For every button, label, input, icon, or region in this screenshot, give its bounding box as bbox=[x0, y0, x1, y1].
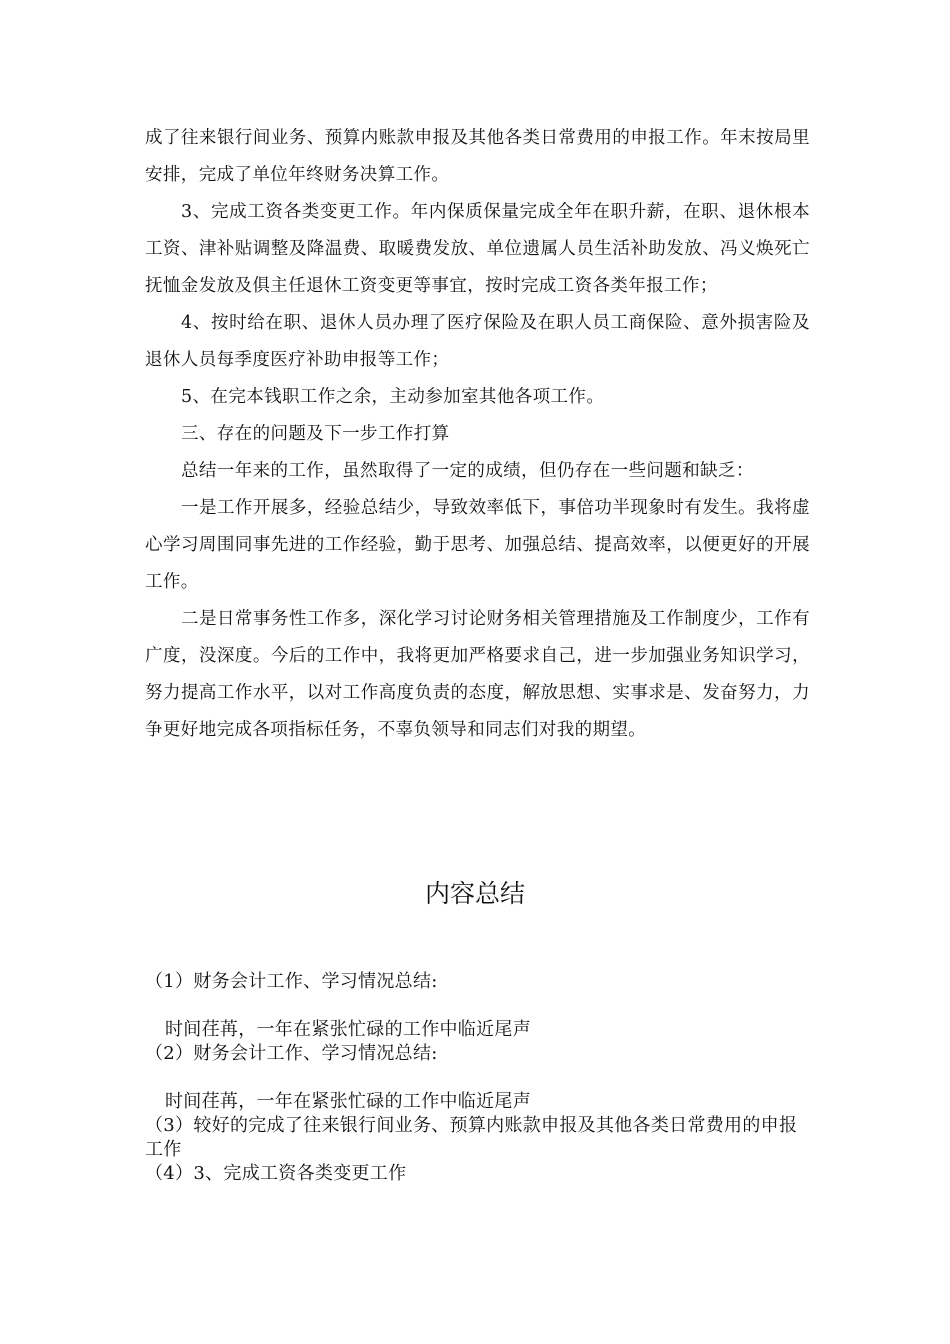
summary-item-3: （3）较好的完成了往来银行间业务、预算内账款申报及其他各类日常费用的申报工作 bbox=[145, 1115, 798, 1160]
summary-item-2-label: （2）财务会计工作、学习情况总结: bbox=[145, 1043, 438, 1064]
spacer bbox=[145, 994, 815, 1018]
paragraph-3: 4、按时给在职、退休人员办理了医疗保险及在职人员工商保险、意外损害险及退休人员每季度医疗补助申报等工作； bbox=[145, 313, 810, 370]
summary-item-2-text: 时间荏苒，一年在紧张忙碌的工作中临近尾声 bbox=[165, 1091, 531, 1112]
summary-item-1-text: 时间荏苒，一年在紧张忙碌的工作中临近尾声 bbox=[165, 1019, 531, 1040]
paragraph-5: 总结一年来的工作，虽然取得了一定的成绩，但仍存在一些问题和缺乏： bbox=[181, 461, 754, 481]
summary-item-1-label: （1）财务会计工作、学习情况总结: bbox=[145, 971, 438, 992]
paragraph-2: 3、完成工资各类变更工作。年内保质保量完成全年在职升薪，在职、退休根本工资、津补贴调整及降温费、取暖费发放、单位遗属人员生活补助发放、冯义焕死亡抚恤金发放及俱主任退休工资变更等事宜，按时完成工资各类年报工作； bbox=[145, 202, 810, 296]
summary-title: 内容总结 bbox=[424, 879, 525, 908]
summary-item-4: （4）3、完成工资各类变更工作 bbox=[145, 1163, 407, 1184]
summary-list bbox=[145, 970, 815, 1186]
paragraph-4: 5、在完本钱职工作之余，主动参加室其他各项工作。 bbox=[181, 387, 605, 407]
spacer bbox=[145, 1066, 815, 1090]
paragraph-7: 二是日常事务性工作多，深化学习讨论财务相关管理措施及工作制度少，工作有广度，没深度。今后的工作中，我将更加严格要求自己，进一步加强业务知识学习，努力提高工作水平，以对工作高度负责的态度，解放思想、实事求是、发奋努力，力争更好地完成各项指标任务，不辜负领导和同志们对我的期望。 bbox=[145, 609, 810, 740]
paragraph-1: 成了往来银行间业务、预算内账款申报及其他各类日常费用的申报工作。年末按局里安排，完成了单位年终财务决算工作。 bbox=[145, 128, 810, 185]
paragraph-6: 一是工作开展多，经验总结少，导致效率低下，事倍功半现象时有发生。我将虚心学习周围同事先进的工作经验，勤于思考、加强总结、提高效率，以便更好的开展工作。 bbox=[145, 498, 810, 592]
section-heading: 三、存在的问题及下一步工作打算 bbox=[181, 424, 450, 444]
document-body bbox=[145, 120, 810, 749]
